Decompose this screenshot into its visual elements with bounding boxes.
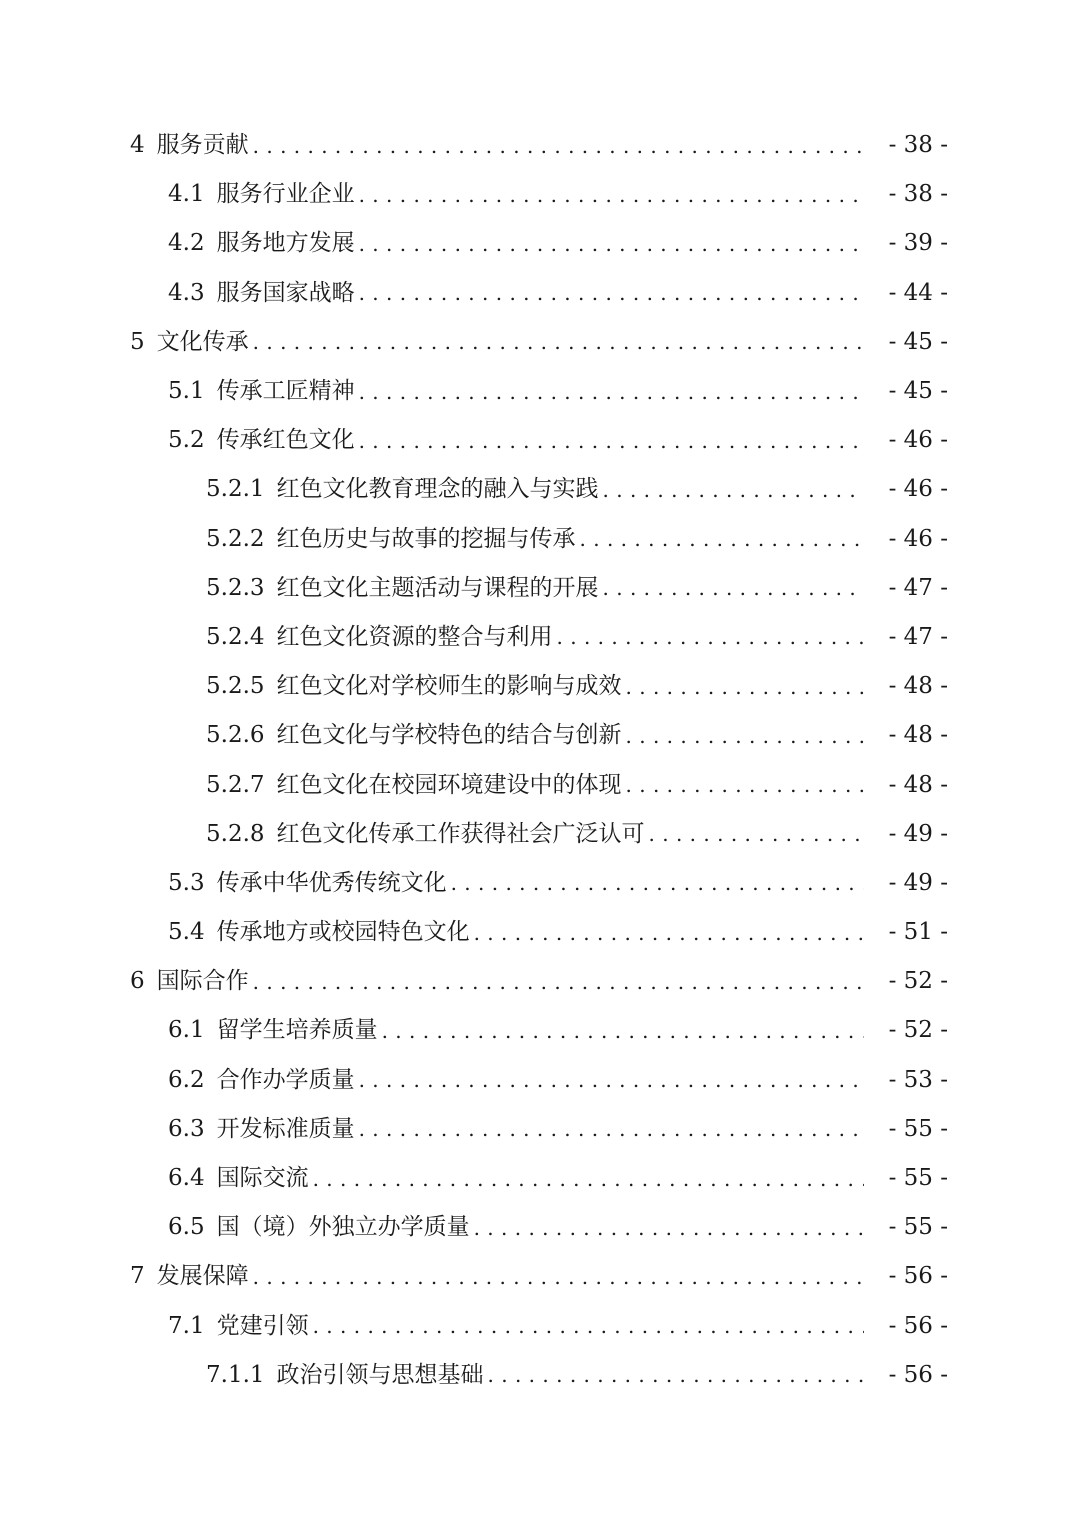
toc-entry-number: 5.2.8 — [206, 820, 265, 847]
toc-entry-number: 4.1 — [168, 181, 205, 208]
toc-entry-page: - 53 - — [888, 1066, 948, 1093]
toc-entry-page: - 39 - — [888, 230, 948, 257]
toc-dot-leader — [382, 1019, 864, 1043]
toc-entry-number: 6.2 — [168, 1066, 205, 1093]
toc-entry-title: 国际交流 — [216, 1165, 309, 1192]
toc-entry-number: 5.2 — [168, 427, 205, 454]
toc-dot-leader — [649, 822, 864, 846]
toc-dot-leader — [253, 1265, 864, 1289]
toc-entry[interactable] — [0, 367, 1074, 416]
toc-dot-leader — [313, 1167, 864, 1191]
toc-entry[interactable] — [0, 957, 1074, 1006]
toc-entry[interactable] — [0, 318, 1074, 367]
toc-dot-leader — [359, 429, 864, 453]
toc-entry-page: - 56 - — [888, 1312, 948, 1339]
toc-entry[interactable] — [0, 269, 1074, 318]
toc-entry-title: 政治引领与思想基础 — [276, 1361, 484, 1388]
toc-entry-number: 5.3 — [168, 869, 205, 896]
toc-dot-leader — [603, 478, 864, 502]
toc-entry-page: - 46 - — [888, 525, 948, 552]
toc-entry-title: 红色文化对学校师生的影响与成效 — [276, 673, 622, 700]
toc-dot-leader — [488, 1363, 864, 1387]
toc-entry[interactable] — [0, 760, 1074, 809]
toc-entry-number: 5.2.1 — [206, 476, 265, 503]
toc-entry-page: - 52 - — [888, 1017, 948, 1044]
toc-entry-number: 5.2.5 — [206, 673, 265, 700]
toc-entry-number: 5.2.2 — [206, 525, 265, 552]
toc-entry-title: 红色文化在校园环境建设中的体现 — [276, 771, 622, 798]
toc-entry-number: 4.2 — [168, 230, 205, 257]
toc-dot-leader — [626, 675, 864, 699]
table-of-contents — [0, 121, 1074, 1400]
toc-entry-page: - 49 - — [888, 820, 948, 847]
toc-dot-leader — [451, 871, 864, 895]
toc-entry-title: 服务行业企业 — [216, 181, 355, 208]
toc-entry-number: 5.2.7 — [206, 771, 265, 798]
toc-entry-title: 传承中华优秀传统文化 — [216, 869, 447, 896]
toc-entry[interactable] — [0, 1252, 1074, 1301]
toc-entry-number: 5 — [130, 328, 145, 355]
toc-entry[interactable] — [0, 564, 1074, 613]
toc-entry-title: 传承工匠精神 — [216, 378, 355, 405]
toc-dot-leader — [359, 380, 864, 404]
toc-entry[interactable] — [0, 1056, 1074, 1105]
toc-entry[interactable] — [0, 908, 1074, 957]
toc-entry-number: 6.5 — [168, 1214, 205, 1241]
toc-dot-leader — [603, 576, 864, 600]
toc-entry-number: 5.2.6 — [206, 722, 265, 749]
toc-entry[interactable] — [0, 1105, 1074, 1154]
toc-dot-leader — [474, 921, 864, 945]
toc-entry-number: 5.2.3 — [206, 574, 265, 601]
toc-entry-title: 红色文化主题活动与课程的开展 — [276, 574, 599, 601]
toc-entry[interactable] — [0, 859, 1074, 908]
toc-dot-leader — [359, 232, 864, 256]
toc-dot-leader — [253, 970, 864, 994]
toc-entry[interactable] — [0, 1302, 1074, 1351]
toc-entry[interactable] — [0, 219, 1074, 268]
toc-entry-page: - 48 - — [888, 673, 948, 700]
toc-dot-leader — [253, 134, 864, 158]
toc-entry-title: 红色历史与故事的挖掘与传承 — [276, 525, 576, 552]
toc-entry-page: - 44 - — [888, 279, 948, 306]
toc-dot-leader — [359, 1068, 864, 1092]
toc-entry-page: - 51 - — [888, 919, 948, 946]
toc-dot-leader — [313, 1314, 864, 1338]
toc-entry[interactable] — [0, 170, 1074, 219]
toc-entry-number: 7.1 — [168, 1312, 205, 1339]
toc-entry-page: - 46 - — [888, 476, 948, 503]
toc-entry-title: 服务地方发展 — [216, 230, 355, 257]
toc-entry-title: 文化传承 — [156, 328, 249, 355]
toc-entry-number: 4 — [130, 132, 145, 159]
toc-entry-title: 服务国家战略 — [216, 279, 355, 306]
toc-entry-page: - 47 - — [888, 623, 948, 650]
toc-entry-number: 6.4 — [168, 1165, 205, 1192]
toc-entry[interactable] — [0, 121, 1074, 170]
toc-entry-number: 7.1.1 — [206, 1361, 265, 1388]
toc-dot-leader — [359, 281, 864, 305]
toc-entry-title: 红色文化与学校特色的结合与创新 — [276, 722, 622, 749]
toc-entry[interactable] — [0, 465, 1074, 514]
toc-entry-page: - 55 - — [888, 1165, 948, 1192]
toc-entry-title: 国（境）外独立办学质量 — [216, 1214, 470, 1241]
toc-entry-title: 红色文化教育理念的融入与实践 — [276, 476, 599, 503]
toc-entry-number: 5.1 — [168, 378, 205, 405]
toc-dot-leader — [580, 527, 864, 551]
toc-entry-page: - 52 - — [888, 968, 948, 995]
toc-entry-title: 发展保障 — [156, 1263, 249, 1290]
toc-dot-leader — [253, 330, 864, 354]
toc-entry-page: - 45 - — [888, 328, 948, 355]
toc-entry-page: - 49 - — [888, 869, 948, 896]
toc-entry-title: 留学生培养质量 — [216, 1017, 378, 1044]
toc-entry-number: 4.3 — [168, 279, 205, 306]
toc-entry-title: 传承地方或校园特色文化 — [216, 919, 470, 946]
toc-entry-number: 6.1 — [168, 1017, 205, 1044]
toc-entry-page: - 55 - — [888, 1214, 948, 1241]
toc-entry[interactable] — [0, 515, 1074, 564]
toc-entry-number: 5.4 — [168, 919, 205, 946]
toc-entry-title: 红色文化传承工作获得社会广泛认可 — [276, 820, 645, 847]
toc-entry[interactable] — [0, 613, 1074, 662]
toc-entry-page: - 47 - — [888, 574, 948, 601]
toc-dot-leader — [474, 1216, 864, 1240]
toc-entry[interactable] — [0, 1006, 1074, 1055]
toc-entry-page: - 38 - — [888, 181, 948, 208]
toc-entry-page: - 48 - — [888, 722, 948, 749]
toc-entry[interactable] — [0, 662, 1074, 711]
toc-entry-number: 7 — [130, 1263, 145, 1290]
toc-entry[interactable] — [0, 711, 1074, 760]
toc-entry-page: - 38 - — [888, 132, 948, 159]
toc-entry-title: 党建引领 — [216, 1312, 309, 1339]
toc-entry[interactable] — [0, 1154, 1074, 1203]
toc-entry-title: 合作办学质量 — [216, 1066, 355, 1093]
toc-entry[interactable] — [0, 1351, 1074, 1400]
toc-dot-leader — [626, 773, 864, 797]
toc-entry-page: - 56 - — [888, 1361, 948, 1388]
toc-entry[interactable] — [0, 1203, 1074, 1252]
toc-entry-number: 6 — [130, 968, 145, 995]
toc-entry-page: - 46 - — [888, 427, 948, 454]
toc-entry-title: 国际合作 — [156, 968, 249, 995]
toc-entry-number: 5.2.4 — [206, 623, 265, 650]
toc-entry-title: 开发标准质量 — [216, 1115, 355, 1142]
toc-dot-leader — [359, 1117, 864, 1141]
toc-dot-leader — [557, 625, 864, 649]
toc-entry-title: 传承红色文化 — [216, 427, 355, 454]
toc-entry-title: 红色文化资源的整合与利用 — [276, 623, 553, 650]
toc-entry-page: - 48 - — [888, 771, 948, 798]
toc-entry-title: 服务贡献 — [156, 132, 249, 159]
toc-entry-page: - 56 - — [888, 1263, 948, 1290]
toc-dot-leader — [626, 724, 864, 748]
toc-entry-page: - 55 - — [888, 1115, 948, 1142]
toc-entry[interactable] — [0, 416, 1074, 465]
toc-entry-number: 6.3 — [168, 1115, 205, 1142]
toc-entry-page: - 45 - — [888, 378, 948, 405]
toc-entry[interactable] — [0, 810, 1074, 859]
toc-dot-leader — [359, 183, 864, 207]
